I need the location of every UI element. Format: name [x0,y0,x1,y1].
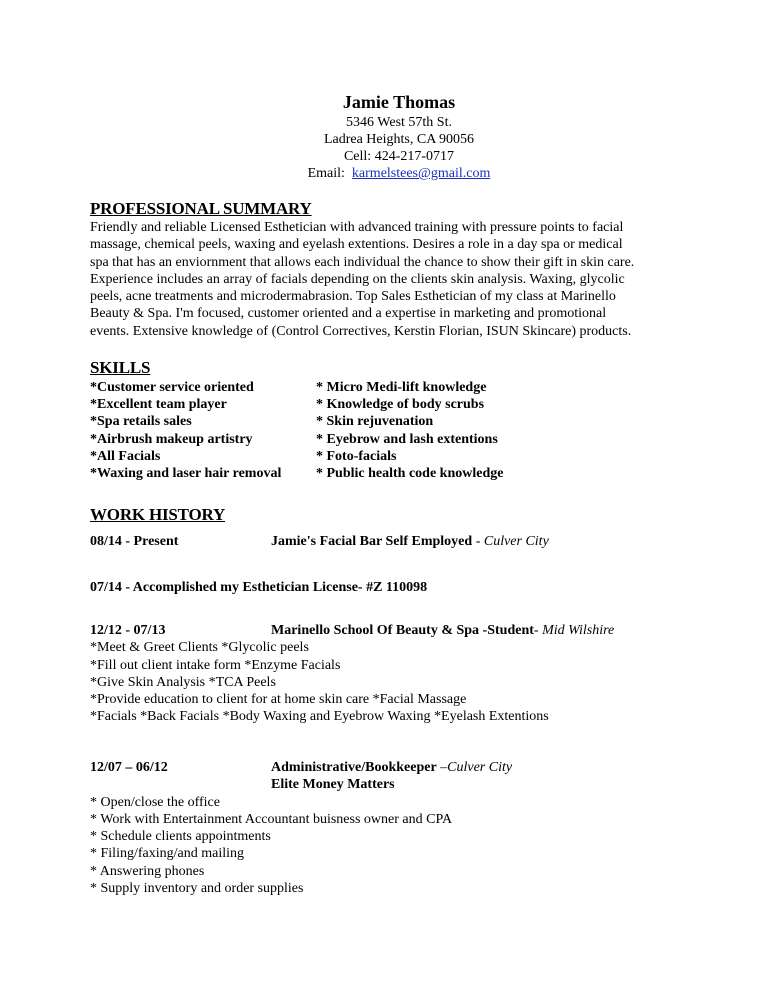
summary-line: Beauty & Spa. I'm focused, customer oriented and a expertise in marketing and promotional [90,306,607,322]
job-duty: *Give Skin Analysis *TCA Peels [90,674,276,690]
work-history-heading: WORK HISTORY [90,505,226,524]
summary-line: spa that has an enviornment that allows each individual the chance to show their gift in skin care. [90,254,635,270]
skills-row [90,396,503,413]
company-name: Elite Money Matters [271,777,395,793]
skills-heading: SKILLS [90,358,151,377]
job-duty: * Work with Entertainment Accountant buisness owner and CPA [90,811,453,827]
job-duty: * Schedule clients appointments [90,829,271,845]
skills-list [90,379,503,482]
job-location: - Mid Wilshire [533,623,615,638]
skills-row [90,413,503,430]
job-title-line [271,533,549,550]
job-duty: * Open/close the office [90,794,220,810]
job-header [90,533,549,550]
skill-item: *Airbrush makeup artistry [90,431,253,447]
license-line: 07/14 - Accomplished my Esthetician License- #Z 110098 [90,580,428,595]
job-duty: * Filing/faxing/and mailing [90,846,244,862]
job-location: - Culver City [472,534,549,549]
job-title: Administrative/Bookkeeper [271,760,437,775]
job-dates: 08/14 - Present [90,534,179,549]
summary-line: Experience includes an array of facials depending on the clients skin analysis. Waxing, glycolic [90,271,625,287]
job-header [90,759,512,776]
job-duty: *Fill out client intake form *Enzyme Facials [90,657,341,673]
summary-heading: PROFESSIONAL SUMMARY [90,199,312,218]
address-line-1: 5346 West 57th St. [346,115,452,130]
skill-item: *Customer service oriented [90,380,254,395]
skill-item: * Micro Medi-lift knowledge [316,380,487,395]
job-title: Marinello School Of Beauty & Spa -Student [271,623,534,638]
address-line-2: Ladrea Heights, CA 90056 [323,132,475,147]
email-line [15,165,768,183]
job-title-line [271,759,512,776]
job-duty: * Answering phones [90,863,205,879]
summary-line: Friendly and reliable Licensed Esthetician with advanced training with pressure points to facial [90,220,624,235]
job-entry-elite-money [90,759,512,897]
job-header [90,622,614,639]
skills-row [90,465,503,482]
job-entry-marinello [90,622,614,726]
job-title-line [271,622,614,639]
skills-row [90,448,503,465]
email-link[interactable]: karmelstees@gmail.com [351,166,491,181]
skill-item: * Public health code knowledge [316,466,504,482]
job-dates: 12/07 – 06/12 [90,760,168,775]
job-duty: *Facials *Back Facials *Body Waxing and Eyebrow Waxing *Eyelash Extentions [90,709,549,725]
skill-item: *All Facials [90,448,161,464]
summary-line: peels, acne treatments and microdermabrasion. Top Sales Esthetician of my class at Marinello [90,289,616,305]
job-entry-facial-bar [90,533,549,550]
job-location: –Culver City [436,760,513,775]
skills-row [90,379,503,396]
job-duty: * Supply inventory and order supplies [90,881,304,897]
job-dates: 12/12 - 07/13 [90,623,166,638]
skill-item: *Spa retails sales [90,414,192,430]
skill-item: *Waxing and laser hair removal [90,466,282,482]
skill-item: * Eyebrow and lash extentions [316,431,498,447]
job-duty: *Meet & Greet Clients *Glycolic peels [90,640,309,656]
skill-item: * Knowledge of body scrubs [316,397,485,413]
skill-item: *Excellent team player [90,397,227,413]
skill-item: * Foto-facials [316,448,397,464]
summary-line: events. Extensive knowledge of (Control Correctives, Kerstin Florian, ISUN Skincare) products. [90,323,632,339]
skills-row [90,431,503,448]
summary-paragraph [90,219,680,340]
skill-item: * Skin rejuvenation [316,414,434,430]
job-title: Jamie's Facial Bar Self Employed [271,534,473,549]
candidate-name: Jamie Thomas [342,92,456,112]
job-duty: *Provide education to client for at home skin care *Facial Massage [90,692,467,708]
email-label: Email: [307,166,345,181]
phone-number: Cell: 424-217-0717 [343,149,455,164]
summary-line: massage, chemical peels, waxing and eyelash extentions. Desires a role in a day spa or medical [90,237,623,253]
